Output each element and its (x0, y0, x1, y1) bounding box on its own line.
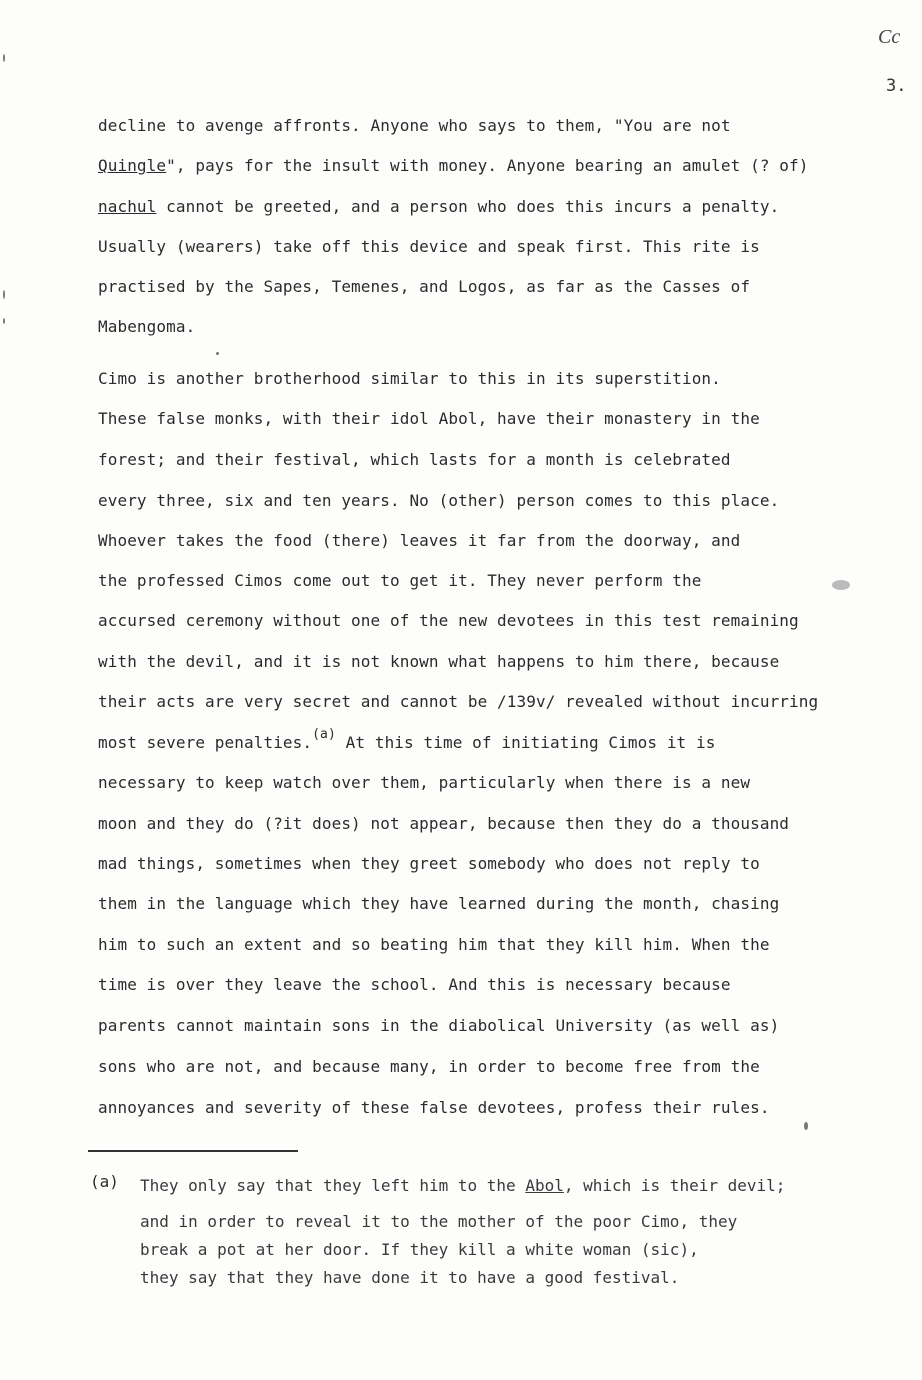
text-run: time is over they leave the school. And this is necessary because (98, 975, 731, 994)
body-line (98, 611, 799, 631)
body-line (98, 652, 779, 672)
scan-speck (3, 54, 5, 62)
text-run: they say that they have done it to have a good festival. (140, 1268, 680, 1287)
text-run: ", pays for the insult with money. Anyone bearing an amulet (? of) (166, 156, 809, 175)
body-line (98, 491, 779, 511)
body-line (98, 197, 779, 217)
underlined-term-abol: Abol (525, 1176, 564, 1195)
footnote-label: (a) (90, 1172, 119, 1191)
scan-speck (3, 290, 5, 299)
scan-speck (216, 352, 219, 355)
text-run: necessary to keep watch over them, particularly when there is a new (98, 773, 751, 792)
scan-speck (804, 1122, 808, 1130)
text-run: These false monks, with their idol Abol, have their monastery in the (98, 409, 760, 428)
body-line (98, 1016, 779, 1036)
body-line (98, 571, 701, 591)
text-run: cannot be greeted, and a person who does this incurs a penalty. (156, 197, 780, 216)
text-run: They only say that they left him to the (140, 1176, 526, 1195)
body-line (98, 369, 721, 389)
body-line (98, 317, 195, 337)
text-run: the professed Cimos come out to get it. They never perform the (98, 571, 702, 590)
body-line (98, 237, 760, 257)
text-run: break a pot at her door. If they kill a white woman (sic), (140, 1240, 699, 1259)
text-run: At this time of initiating Cimos it is (335, 733, 716, 752)
text-run: them in the language which they have learned during the month, chasing (98, 894, 780, 913)
footnote-line (140, 1240, 699, 1260)
text-run: accursed ceremony without one of the new devotees in this test remaining (98, 611, 799, 630)
footnote-separator (88, 1150, 298, 1152)
body-line (98, 935, 770, 955)
text-run: Mabengoma. (98, 317, 196, 336)
corner-annotation: Cc (878, 26, 901, 48)
text-run: with the devil, and it is not known what happens to him there, because (98, 652, 780, 671)
underlined-term-quingle: Quingle (98, 156, 167, 175)
text-run: mad things, sometimes when they greet somebody who does not reply to (98, 854, 760, 873)
text-run: moon and they do (?it does) not appear, because then they do a thousand (98, 814, 790, 833)
text-run: Whoever takes the food (there) leaves it far from the doorway, and (98, 531, 741, 550)
footnote-line (140, 1268, 679, 1288)
text-run: Cimo is another brotherhood similar to this in its superstition. (98, 369, 721, 388)
body-line (98, 1098, 770, 1118)
body-line (98, 450, 731, 470)
body-line (98, 116, 731, 136)
body-line (98, 1057, 760, 1077)
body-line (98, 814, 789, 834)
text-run: Usually (wearers) take off this device and speak first. This rite is (98, 237, 760, 256)
body-line (98, 277, 750, 297)
footnote-line (140, 1176, 785, 1196)
text-run: , which is their devil; (563, 1176, 786, 1195)
body-line (98, 692, 818, 712)
page-number: 3. (886, 76, 907, 96)
body-line (98, 773, 750, 793)
underlined-term-nachul: nachul (98, 197, 157, 216)
text-run: practised by the Sapes, Temenes, and Logos, as far as the Casses of (98, 277, 751, 296)
text-run: forest; and their festival, which lasts for a month is celebrated (98, 450, 731, 469)
body-line (98, 531, 740, 551)
text-run: annoyances and severity of these false devotees, profess their rules. (98, 1098, 770, 1117)
footnote-line (140, 1212, 737, 1232)
text-run: and in order to reveal it to the mother of the poor Cimo, they (140, 1212, 738, 1231)
footnote-reference: (a) (312, 727, 336, 742)
body-line (98, 975, 731, 995)
body-line (98, 894, 779, 914)
body-line (98, 409, 760, 429)
text-run: sons who are not, and because many, in order to become free from the (98, 1057, 760, 1076)
scan-speck (832, 580, 850, 590)
body-line (98, 727, 716, 755)
text-run: their acts are very secret and cannot be /139v/ revealed without incurring (98, 692, 819, 711)
text-run: every three, six and ten years. No (other) person comes to this place. (98, 491, 780, 510)
text-run: parents cannot maintain sons in the diabolical University (as well as) (98, 1016, 780, 1035)
text-run: him to such an extent and so beating him that they kill him. When the (98, 935, 770, 954)
body-line (98, 854, 760, 874)
text-run: most severe penalties. (98, 733, 313, 752)
scan-speck (3, 318, 5, 324)
text-run: decline to avenge affronts. Anyone who says to them, "You are not (98, 116, 731, 135)
body-line (98, 156, 809, 176)
